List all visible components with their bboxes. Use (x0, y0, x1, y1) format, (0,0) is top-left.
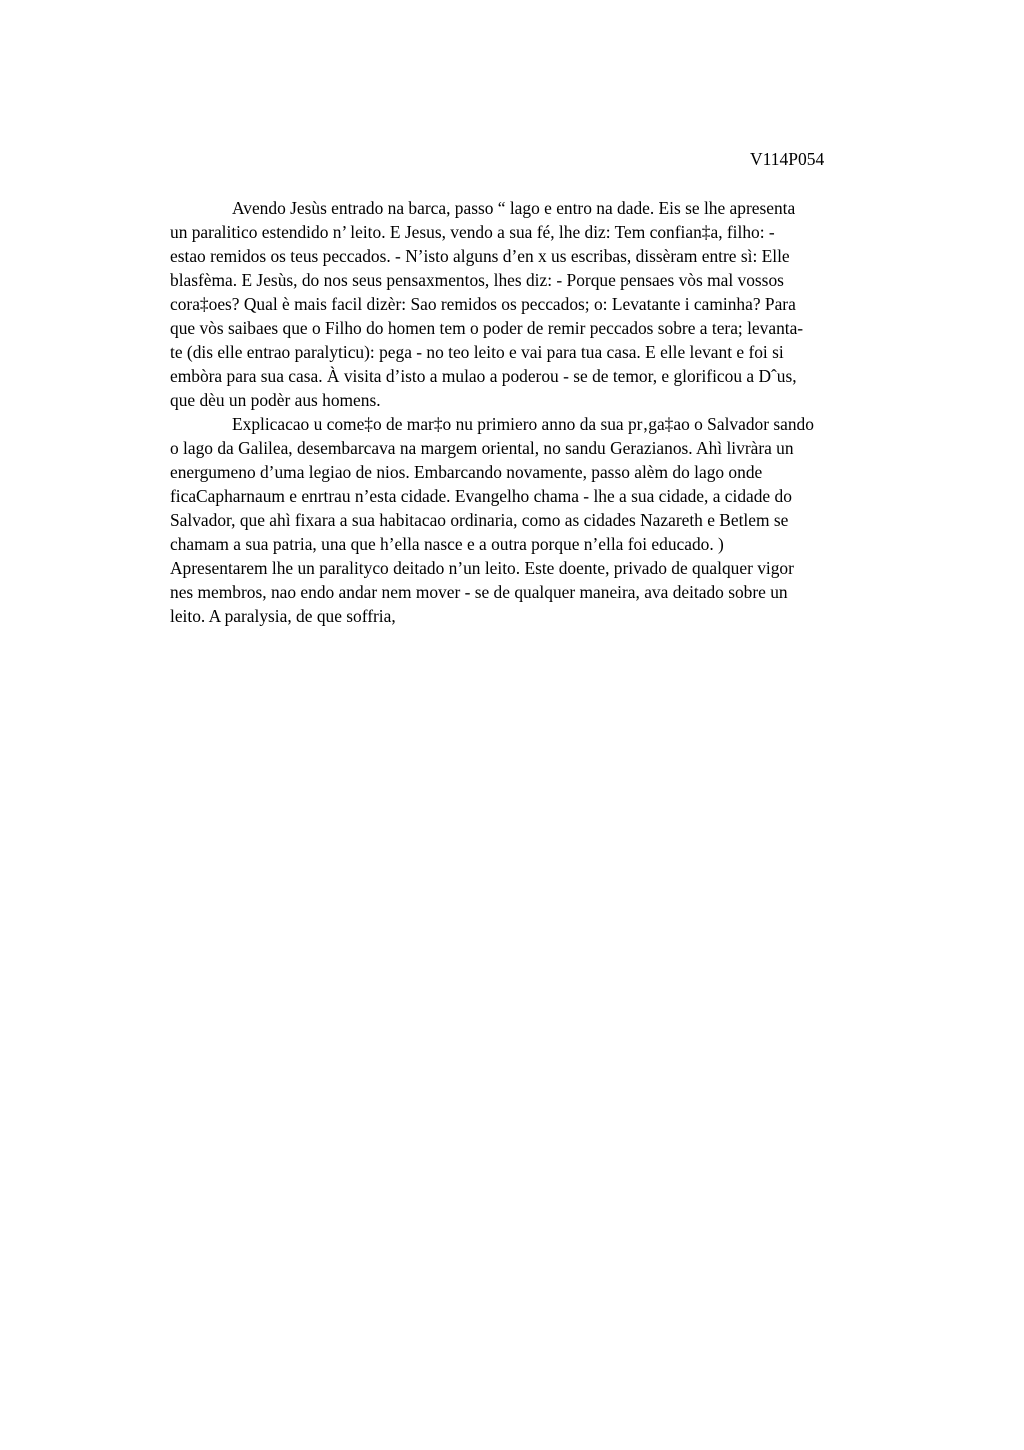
text-line: energumeno d’uma legiao de nios. Embarcando novamente, passo alèm do lago onde (170, 462, 763, 482)
text-line: Salvador, que ahì fixara a sua habitacao ordinaria, como as cidades Nazareth e Betlem se (170, 510, 789, 530)
text-line: estao remidos os teus peccados. - N’isto alguns d’en x us escribas, dissèram entre sì: Elle (170, 246, 790, 266)
text-line: que dèu un podèr aus homens. (170, 390, 381, 410)
text-line: o lago da Galilea, desembarcava na margem oriental, no sandu Gerazianos. Ahì livràra un (170, 438, 794, 458)
document-body (170, 196, 930, 628)
text-line: Apresentarem lhe un paralityco deitado n’un leito. Este doente, privado de qualquer vigor (170, 558, 794, 578)
text-line: un paralitico estendido n’ leito. E Jesus, vendo a sua fé, lhe diz: Tem confian‡a, filho: - (170, 222, 775, 242)
text-line: ficaCapharnaum e enrtrau n’esta cidade. Evangelho chama - lhe a sua cidade, a cidade do (170, 486, 792, 506)
text-line: cora‡oes? Qual è mais facil dizèr: Sao remidos os peccados; o: Levatante i caminha? Para (170, 294, 796, 314)
text-line: que vòs saibaes que o Filho do homen tem o poder de remir peccados sobre a tera; levanta- (170, 318, 804, 338)
paragraph-2 (170, 412, 930, 628)
text-line: nes membros, nao endo andar nem mover - se de qualquer maneira, ava deitado sobre un (170, 582, 788, 602)
text-line: te (dis elle entrao paralyticu): pega - no teo leito e vai para tua casa. E elle levant e foi si (170, 342, 784, 362)
text-line: Explicacao u come‡o de mar‡o nu primiero anno da sua pr‚ga‡ao o Salvador sando (232, 414, 814, 434)
text-line: Avendo Jesùs entrado na barca, passo “ lago e entro na dade. Eis se lhe apresenta (232, 198, 796, 218)
page-identifier: V114P054 (750, 149, 825, 169)
paragraph-1 (170, 196, 930, 412)
text-line: chamam a sua patria, una que h’ella nasce e a outra porque n’ella foi educado. ) (170, 534, 724, 554)
text-line: leito. A paralysia, de que soffria, (170, 606, 396, 626)
text-line: blasfèma. E Jesùs, do nos seus pensaxmentos, lhes diz: - Porque pensaes vòs mal vossos (170, 270, 784, 290)
text-line: embòra para sua casa. À visita d’isto a mulao a poderou - se de temor, e glorificou a Dˆus, (170, 366, 797, 386)
